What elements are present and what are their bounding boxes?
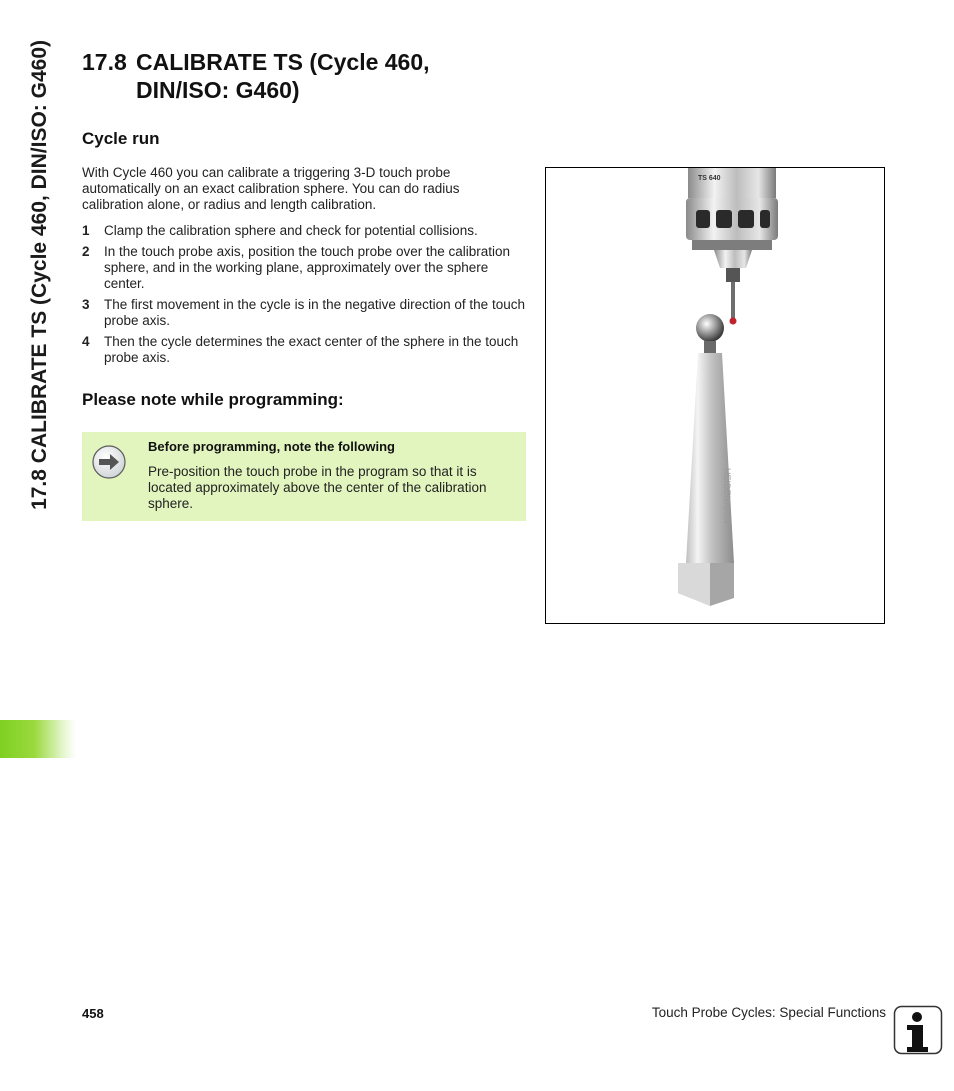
probe-label: TS 640 (698, 175, 721, 182)
chapter-tab-marker (0, 720, 76, 758)
touch-probe-photo-icon (546, 168, 884, 623)
note-box-title: Before programming, note the following (148, 439, 395, 454)
cycle-run-heading: Cycle run (82, 129, 160, 148)
touch-probe-figure (545, 167, 885, 624)
step-number: 1 (82, 223, 90, 238)
brand-label: HEIDENHAIN (722, 468, 732, 524)
section-number: 17.8 (82, 49, 127, 75)
arrow-right-icon (92, 445, 126, 479)
list-item (82, 297, 526, 329)
note-box-text: Pre-position the touch probe in the program so that it is located approximately above the center of the calibration sphere. (148, 464, 487, 511)
side-running-title (22, 40, 58, 620)
step-text: Then the cycle determines the exact center of the sphere in the touch probe axis. (104, 334, 519, 365)
title-line-2: DIN/ISO: G460) (136, 77, 300, 103)
step-text: Clamp the calibration sphere and check for potential collisions. (104, 223, 478, 238)
list-item (82, 244, 526, 292)
chapter-footer: Touch Probe Cycles: Special Functions (651, 1005, 886, 1020)
page-number: 458 (82, 1006, 104, 1021)
cycle-run-intro: With Cycle 460 you can calibrate a triggering 3-D touch probe automatically on an exact calibration sphere. You can do radius calibration alone, or radius and length calibration. (82, 165, 460, 212)
step-text: In the touch probe axis, position the touch probe over the calibration sphere, and in the working plane, approximately over the sphere center. (104, 244, 511, 291)
page-title (82, 48, 430, 104)
side-running-title-text: 17.8 CALIBRATE TS (Cycle 460, DIN/ISO: G460) (28, 40, 51, 510)
list-item (82, 334, 526, 366)
programming-note-heading: Please note while programming: (82, 390, 344, 409)
info-icon (893, 1005, 943, 1055)
list-item (82, 223, 526, 239)
step-number: 4 (82, 334, 90, 349)
title-line-1: CALIBRATE TS (Cycle 460, (136, 49, 430, 75)
cycle-steps-list (82, 223, 526, 371)
note-box (82, 432, 526, 521)
step-text: The first movement in the cycle is in the negative direction of the touch probe axis. (104, 297, 525, 328)
step-number: 3 (82, 297, 90, 312)
step-number: 2 (82, 244, 90, 259)
